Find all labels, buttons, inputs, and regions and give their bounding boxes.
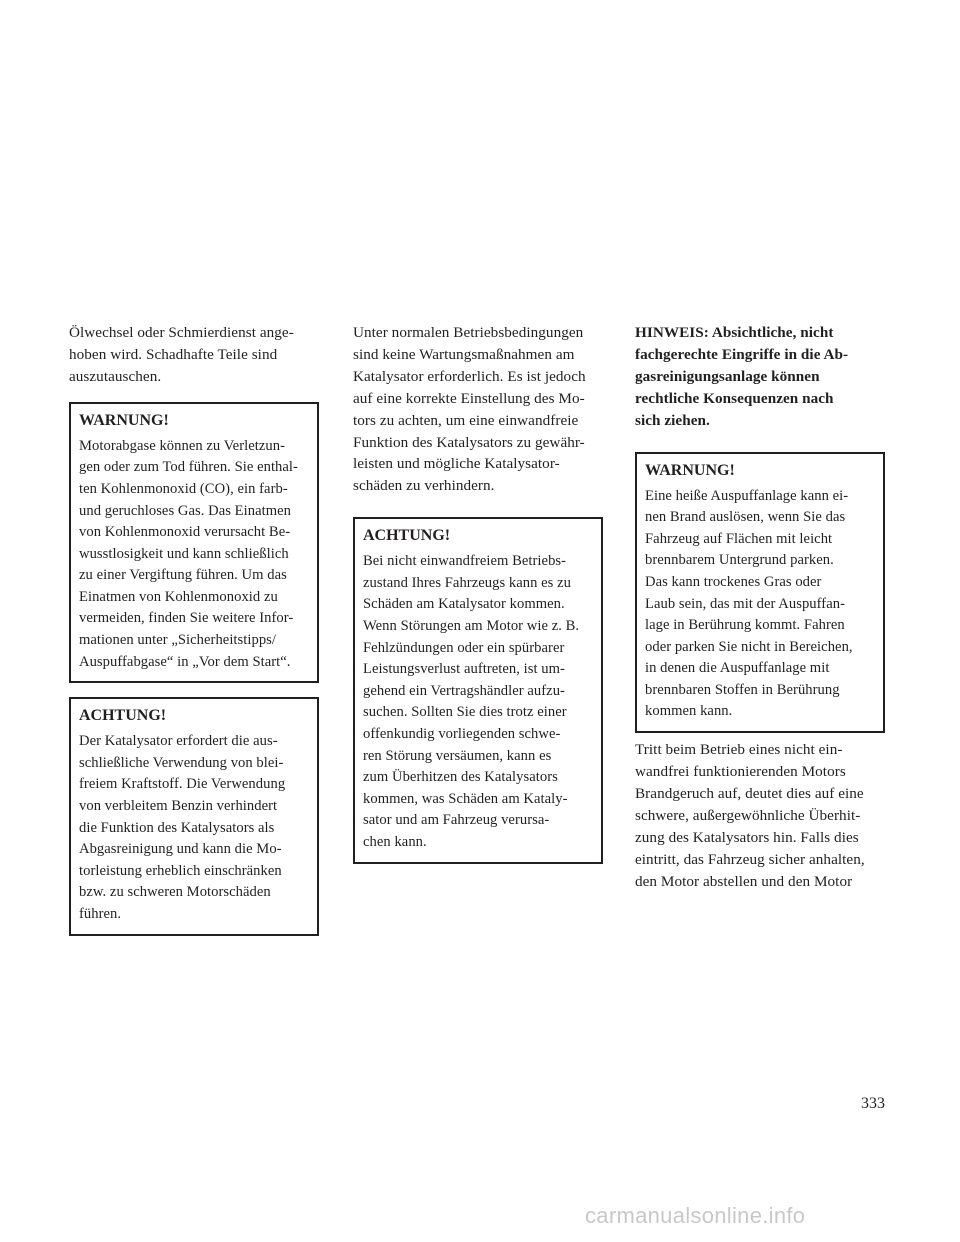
column-1 bbox=[69, 322, 319, 936]
caution-title: ACHTUNG! bbox=[79, 707, 167, 725]
caution-text: Der Katalysator erfordert die aus- schließliche Verwendung von blei- freiem Kraftstoff. Die Verwendung von verbleitem Benzin verhindert die Funktion des Katalysators als Abgasreinigung und kann die Mo- torleistung erheblich einschränken bzw. zu schweren Motorschäden führen. bbox=[79, 733, 286, 922]
warning-title: WARNUNG! bbox=[645, 461, 735, 479]
caution-box-catalyst-damage bbox=[353, 517, 603, 863]
caution-box-unleaded-fuel bbox=[69, 697, 319, 935]
warning-title: WARNUNG! bbox=[79, 411, 169, 429]
watermark-logo: carmanualsonline.info bbox=[585, 1203, 806, 1228]
column-3 bbox=[635, 322, 885, 892]
caution-text: Bei nicht einwandfreiem Betriebs- zustand Ihres Fahrzeugs kann es zu Schäden am Katalysator kommen. Wenn Störungen am Motor wie z. B. Fehlzündungen oder ein spürbarer Leistungsverlust auftreten, ist um- gehend ein Vertragshändler aufzu- suchen. Sollten Sie dies trotz einer offenkundig vorliegenden schwe- ren Störung versäumen, kann es zum Überhitzen des Katalysators kommen, was Schäden am Kataly- sator und am Fahrzeug verursa- chen kann. bbox=[363, 553, 580, 850]
maintenance-paragraph: Unter normalen Betriebsbedingungen sind keine Wartungsmaßnahmen am Katalysator erforderlich. Es ist jedoch auf eine korrekte Einstellung des Mo- tors zu achten, um eine einwandfreie Funktion des Katalysators zu gewähr- leisten und mögliche Katalysator- schäden zu verhindern. bbox=[353, 324, 586, 495]
page-number: 333 bbox=[861, 1095, 885, 1112]
warning-box-hot-exhaust bbox=[635, 452, 885, 734]
warning-box-exhaust-gases bbox=[69, 402, 319, 684]
note-paragraph: HINWEIS: Absichtliche, nicht fachgerechte Eingriffe in die Ab- gasreinigungsanlage können rechtliche Konsequenzen nach sich ziehen. bbox=[635, 324, 849, 429]
intro-paragraph: Ölwechsel oder Schmierdienst ange- hoben wird. Schadhafte Teile sind auszutauschen. bbox=[69, 324, 294, 385]
warning-text: Motorabgase können zu Verletzun- gen oder zum Tod führen. Sie enthal- ten Kohlenmonoxid (CO), ein farb- und geruchloses Gas. Das Einatmen von Kohlenmonoxid verursacht Be- wusstlosigkeit und kann schließlich zu einer Vergiftung führen. Um das Einatmen von Kohlenmonoxid zu vermeiden, finden Sie weitere Infor- mationen unter „Sicherheitstipps/ Auspuffabgase“ in „Vor dem Start“. bbox=[79, 437, 298, 670]
caution-title: ACHTUNG! bbox=[363, 527, 451, 545]
overheating-paragraph: Tritt beim Betrieb eines nicht ein- wandfrei funktionierenden Motors Brandgeruch auf, deutet dies auf eine schwere, außergewöhnliche Überhit- zung des Katalysators hin. Falls dies eintritt, das Fahrzeug sicher anhalten, den Motor abstellen und den Motor bbox=[635, 741, 865, 890]
column-2 bbox=[353, 322, 603, 864]
warning-text: Eine heiße Auspuffanlage kann ei- nen Brand auslösen, wenn Sie das Fahrzeug auf Flächen mit leicht brennbarem Untergrund parken. Das kann trockenes Gras oder Laub sein, das mit der Auspuffan- lage in Berührung kommt. Fahren oder parken Sie nicht in Bereichen, in denen die Auspuffanlage mit brennbaren Stoffen in Berührung kommen kann. bbox=[645, 487, 853, 720]
